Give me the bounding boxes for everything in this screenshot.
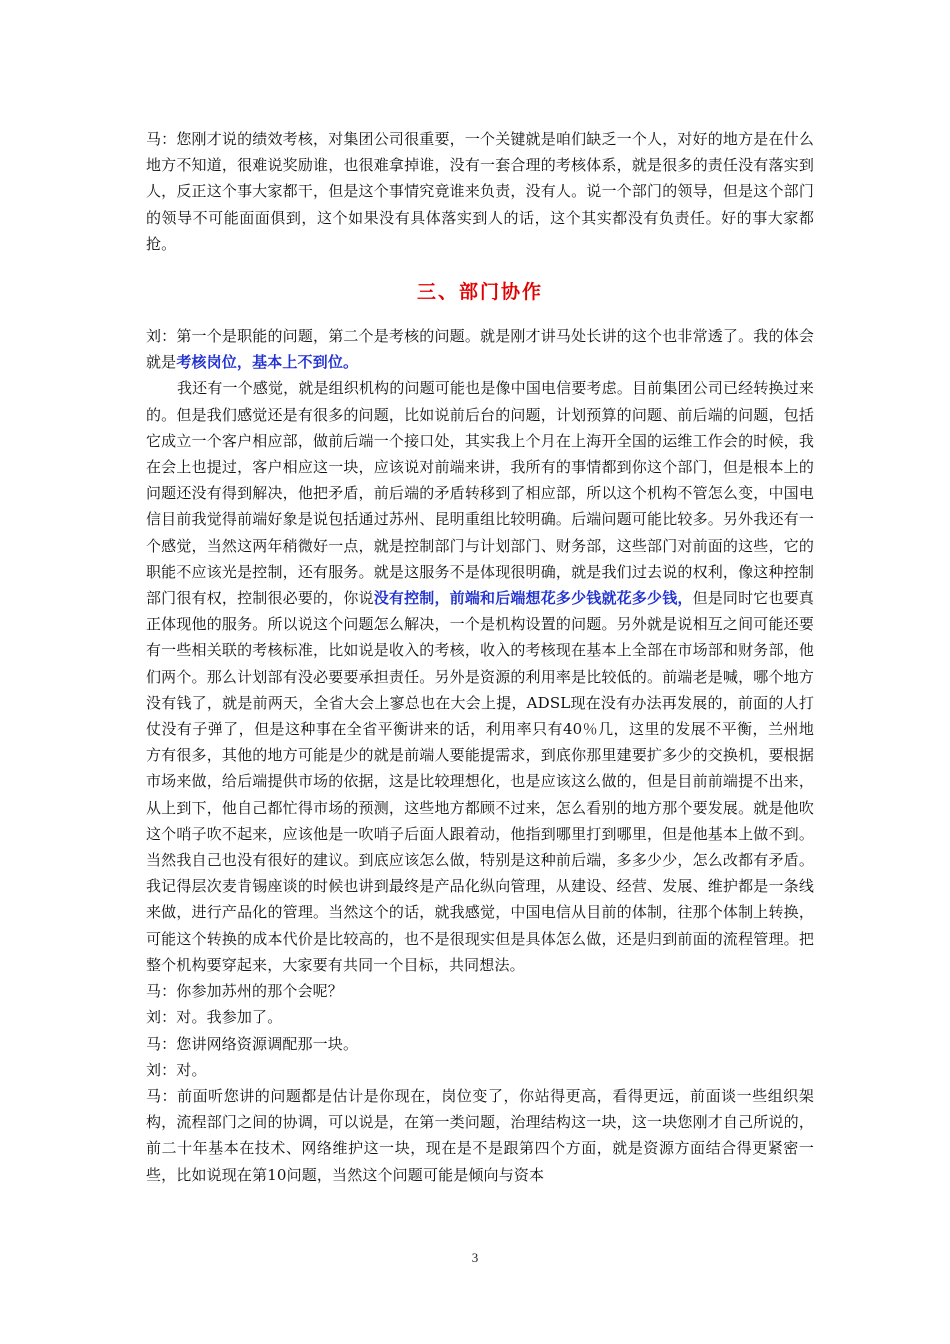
dialogue-line: 马：前面听您讲的问题都是估计是你现在，岗位变了，你站得更高，看得更远，前面谈一些组织架构，流程部门之间的协调，可以说是，在第一类问题，治理结构这一块，这一块您刚才自己所说的，前二十年基本在技术、网络维护这一块，现在是不是跟第四个方面，就是资源方面结合得更紧密一些，比如说现在第10问题，当然这个问题可能是倾向与资本 (146, 1086, 814, 1184)
section-heading: 三、部门协作 (416, 281, 543, 304)
dialogue-line: 马：您讲网络资源调配那一块。 (146, 1034, 359, 1053)
dialogue-line: 刘：对。 (146, 1060, 207, 1079)
dialogue-line: 刘：对。我参加了。 (146, 1008, 283, 1027)
document-body (146, 126, 814, 1188)
emphasis-control: 没有控制，前端和后端想花多少钱就花多少钱， (373, 589, 693, 608)
paragraph-liu-text: 刘：第一个是职能的问题，第二个是考核的问题。就是刚才讲马处长讲的这个也非常透了。我的体会就是 (146, 327, 814, 372)
emphasis-assessment: 考核岗位，基本上不到位。 (176, 353, 359, 372)
paragraph-liu-intro (146, 323, 814, 375)
paragraph-ma-performance: 马：您刚才说的绩效考核，对集团公司很重要，一个关键就是咱们缺乏一个人，对好的地方是在什么地方不知道，很难说奖励谁，也很难拿掉谁，没有一套合理的考核体系，就是很多的责任没有落实到人，反正这个事大家都干，但是这个事情究竟谁来负责，没有人。说一个部门的领导，但是这个部门的领导不可能面面俱到，这个如果没有具体落实到人的话，这个其实都没有负责任。好的事大家都抢。 (146, 130, 814, 253)
paragraph-organization (146, 375, 814, 978)
paragraph-organization-part2: 但是同时它也要真正体现他的服务。所以说这个问题怎么解决，一个是机构设置的问题。另外就是说相互之间可能还要有一些相关联的考核标准，比如说是收入的考核，收入的考核现在基本上全部在市场部和财务部，他们两个。那么计划部有没必要要承担责任。另外是资源的利用率是比较低的。前端老是喊，哪个地方没有钱了，就是前两天，全省大会上寥总也在大会上提，ADSL现在没有办法再发展的，前面的人打仗没有子弹了，但是这种事在全省平衡讲来的话，利用率只有40％几，这里的发展不平衡，兰州地方有很多，其他的地方可能是少的就是前端人要能提需求，到底你那里建要扩多少的交换机，要根据市场来做，给后端提供市场的依据，这是比较理想化，也是应该这么做的，但是目前前端提不出来，从上到下，他自己都忙得市场的预测，这些地方都顾不过来，怎么看别的地方那个要发展。就是他吹这个哨子吹不起来，应该他是一吹哨子后面人跟着动，他指到哪里打到哪里，但是他基本上做不到。当然我自己也没有很好的建议。到底应该怎么做，特别是这种前后端，多多少少，怎么改都有矛盾。我记得层次麦肯锡座谈的时候也讲到最终是产品化纵向管理，从建设、经营、发展、维护都是一条线来做，进行产品化的管理。当然这个的话，就我感觉，中国电信从目前的体制，往那个体制上转换，可能这个转换的成本代价是比较高的，也不是很现实但是具体怎么做，还是归到前面的流程管理。把整个机构要穿起来，大家要有共同一个目标，共同想法。 (146, 589, 814, 974)
paragraph-organization-part1: 我还有一个感觉，就是组织机构的问题可能也是像中国电信要考虑。目前集团公司已经转换过来的。但是我们感觉还是有很多的问题，比如说前后台的问题，计划预算的问题、前后端的问题，包括它成立一个客户相应部，做前后端一个接口处，其实我上个月在上海开全国的运维工作会的时候，我在会上也提过，客户相应这一块，应该说对前端来讲，我所有的事情都到你这个部门，但是根本上的问题还没有得到解决，他把矛盾，前后端的矛盾转移到了相应部，所以这个机构不管怎么变，中国电信目前我觉得前端好象是说包括通过苏州、昆明重组比较明确。后端问题可能比较多。另外我还有一个感觉，当然这两年稍微好一点，就是控制部门与计划部门、财务部，这些部门对前面的这些，它的职能不应该光是控制，还有服务。就是这服务不是体现很明确，就是我们过去说的权利，像这种控制部门很有权，控制很必要的，你说 (146, 379, 814, 608)
dialogue-line: 马：你参加苏州的那个会呢？ (146, 982, 343, 1001)
page-number: 3 (471, 1250, 479, 1265)
